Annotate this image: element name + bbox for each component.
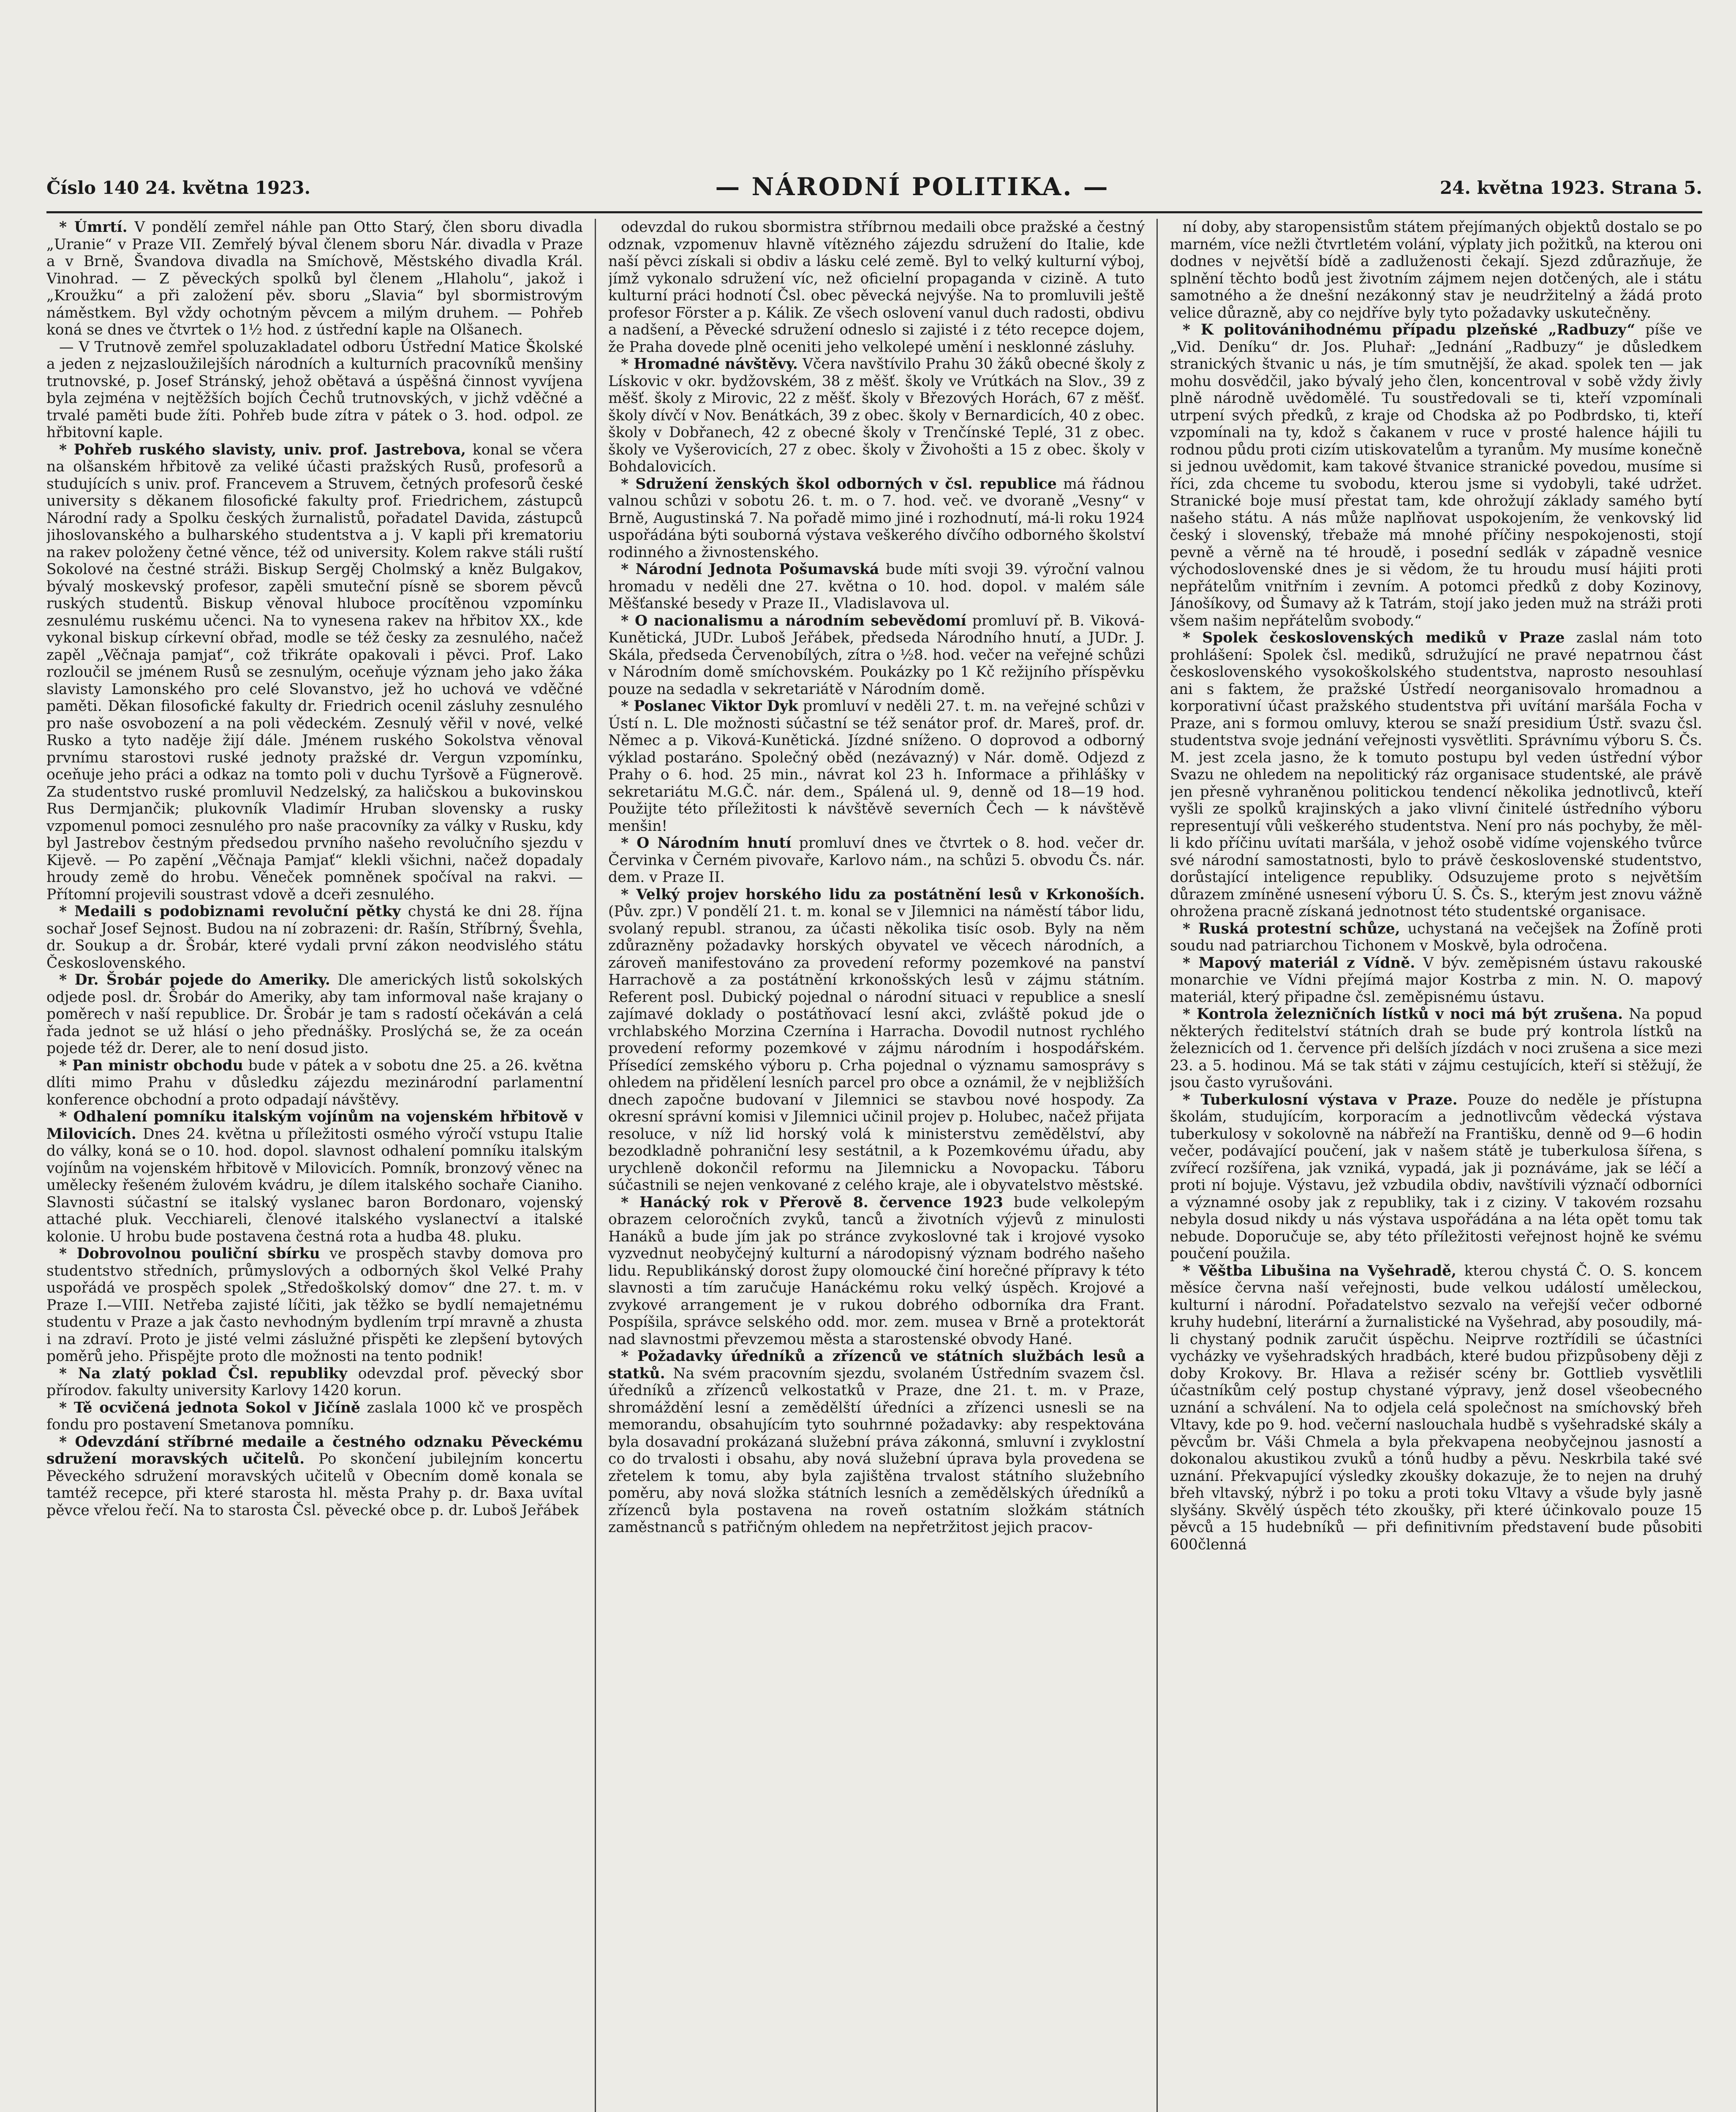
article-paragraph <box>1170 219 1702 321</box>
article-text: kterou chystá Č. O. S. koncem měsíce června naší veřejnosti, bude velkou událostí uměleckou, kulturní i národní. Pořadatelstvo sezvalo na veřejší večer odborné kruhy hudební, literární a žurnalistické na Vyšehrad, aby posoudily, má-li chystaný podnik zaručit úspěchu. Neiprve roztřídili se účastníci vycházky ve vyšehradských hradbách, které budou přizpůsobeny ději z doby Krokovy. Br. Hlava a režisér scény br. Gottlieb vysvětlili účastníkům celý postup chystané výpravy, jenž dosel všeobecného uznání a schválení. Na to odjela celá společnost na smíchovský břeh Vltavy, kde po 9. hod. večerní naslouchala hudbě s vyšehradské skály a pěvcům br. Váši Chmela a byla překvapena neobyčejnou jasností a dokonalou akustikou zvuků a tónů hudby a pěvu. Neskrbila také své uznání. Překvapující výsledky zkoušky dokazuje, že to nejen na druhý břeh vltavský, nýbrž i po toku a proti toku Vltavy a všude byly jasně slyšány. Skvělý úspěch této zkoušky, při které účinkovalo pouze 15 pěvců a 15 hudebníků — při definitivním představení bude působiti 600členná <box>1170 1262 1702 1553</box>
article-text: (Pův. zpr.) V pondělí 21. t. m. konal se v Jilemnici na náměstí tábor lidu, svolaný republ. stranou, za účasti několika tisíc osob. Byly na něm zdůrazněny požadavky horských obyvatel ve věcech národních, a zároveň manifestováno za provedení reformy pozemkové na panství Harrachově a za postátnění krkonošských lesů v zájmu státním. Referent posl. Dubický pojednal o národní situaci v republice a sneslí zajímavé doklady o postátňovací lesní akci, zvláště pokud jde o vrchlabského Morzina Czernína i Harracha. Dovodil nutnost rychlého provedení reformy pozemkové v zájmu národním i hospodářském. Přísedící zemského výboru p. Crha pojednal o významu samosprávy s ohledem na přidělení lesních parcel pro obce a oznámil, že v nejbližších dnech započne budovaní v Jilemnici se stavbou nové hospody. Za okresní správní komisi v Jilemnici učinil projev p. Holubec, načež přijata resoluce, v níž lid horský volá k ministerstvu zemědělství, aby bezodkladně pohraniční lesy sestátnil, a k Pozemkovému úřadu, aby urychleně dokončil reformu na Jilemnicku a Novopacku. Táboru súčastnili se nejen venkované z celého kraje, ale i obyvatelstvo městské. <box>608 903 1145 1194</box>
article-text: konal se včera na olšanském hřbitově za veliké účasti pražských Rusů, profesorů a studujících s univ. prof. Francevem a Struvem, četných profesorů české university s děkanem filosofické fakulty prof. Friedrichem, zástupců Národní rady a Spolku českých žurnalistů, pořadatel Davida, zástupců jihoslovanského a bulharského studentstva a j. V kapli při krematoriu na rakev položeny četné věnce, též od university. Kolem rakve stáli ruští Sokolové na čestné stráži. Biskup Sergěj Cholmský a kněz Bulgakov, bývalý moskevský profesor, zapěli smuteční písně se sborem pěvců ruských studentů. Biskup věnoval hluboce procítěnou vzpomínku zesnulému ruskému učenci. Na to vynesena rakev na hřbitov XX., kde vykonal biskup církevní obřad, modle se též česky za zesnulého, načež zapěl „Věčnaja pamjať“, což třikráte opakovali i pěvci. Prof. Lako rozloučil se jménem Rusů se zesnulým, oceňuje význam jeho jako žáka slavisty Lamonského pro celé Slovanstvo, jež ho uchová ve vděčné paměti. Děkan filosofické fakulty dr. Friedrich ocenil zásluhy zesnulého pro naše osvobození a na poli vědeckém. Zesnulý věřil v nové, velké Rusko a tyto naděje žijí dále. Jménem ruského Sokolstva věnoval prvnímu starostovi ruské jednoty pražské dr. Vergun vzpomínku, oceňuje jeho práci a odkaz na tomto poli v duchu Tyršově a Fügnerově. Za studentstvo ruské promluvil Nedzelský, za haličskou a bukovinskou Rus Dermjančik; plukovník Vladimír Hruban slovensky a rusky vzpomenul pomoci zesnulého pro naše pracovníky za války v Rusku, kdy byl Jastrebov čestným předsedou prvního našeho revolučního sjezdu v Kijevě. — Po zapění „Věčnaja Pamjať“ klekli všichni, načež dopadaly hroudy země do hrobu. Věneček pomněnek spočíval na rakvi. — Přítomní projevili soustrast vdově a dceři zesnulého. <box>46 441 583 903</box>
article-text: ní doby, aby staropensistům státem přejímaných objektů dostalo se po marném, více nežli čtvrtletém volání, výplaty jich požitků, na kterou oni dodnes v největší bídě a zadluženosti čekají. Sjezd zdůrazňuje, že splnění těchto bodů jest životním zájmem nejen dotčených, ale i státu samotného a že dnešní nezákonný stav je neudržitelný a žádá proto velice důrazně, aby co nejdříve byly tyto požadavky uskutečněny. <box>1170 219 1702 321</box>
article-text: Po skončení jubilejním koncertu Pěveckého sdružení moravských učitelů v Obecním domě konala se tamtéž recepce, při které starosta hl. města Prahy p. dr. Baxa uvítal pěvce vřelou řečí. Na to starosta Čsl. pěvecké obce p. dr. Luboš Jeřábek <box>46 1451 583 1519</box>
article-headline: * Hromadné návštěvy. <box>621 356 798 373</box>
issue-number-date: Číslo 140 24. května 1923. <box>46 177 311 198</box>
article-text: odevzdal prof. pěvecký sbor přírodov. fakulty university Karlovy 1420 korun. <box>46 1365 583 1399</box>
column-2 <box>608 219 1145 2112</box>
article-text: Na svém pracovním sjezdu, svolaném Ústředním svazem čsl. úředníků a zřízenců velkostatků v Praze, dne 21. t. m. v Praze, shromáždění lesní a zemědělští úředníci a zřízenci usnesli se na memorandu, obsahujícím tyto souhrnné požadavky: aby respektována byla dosavadní prokázaná služební práva zákonná, smluvní i zvyklostní co do trvalosti i obsahu, aby nová služební úprava byla provedena se zřetelem k tomu, aby byla zajištěna trvalost státního služebního poměru, aby nová složka státních lesních a zemědělských úředníků a zřízenců byla postavena na roveň ostatním složkám státních zaměstnanců s patřičným ohledem na nepřetržitost jejich pracov- <box>608 1365 1145 1536</box>
column-rule <box>595 219 596 2112</box>
article-text: bude v pátek a v sobotu dne 25. a 26. května dlíti mimo Prahu v důsledku zájezdu mezinárodní parlamentní konference obchodní a proto odpadají návštěvy. <box>46 1057 583 1108</box>
article-paragraph <box>608 886 1145 1194</box>
article-headline: * Mapový materiál z Vídně. <box>1183 954 1415 972</box>
date-page-number: 24. května 1923. Strana 5. <box>1439 177 1702 198</box>
article-text: zaslal nám toto prohlášení: Spolek čsl. mediků, sdružující ne pravé nepatrnou část československého vysokoškolského studentstva, naprosto nesouhlasí ani s faktem, že pražské Ústředí neorganisovalo hromadnou a korporativní účast pražského studentstva při uvítání maršála Focha v Praze, ani s formou omluvy, kterou se snaží presidium Ústř. svazu čsl. studentstva svoje jednání veřejnosti vysvětliti. Správnímu výboru S. Čs. M. jest zcela jasno, že k tomuto postupu byl veden ústřední výbor Svazu ne ohledem na nepolitický ráz organisace studentské, ale právě jen přesně vyhraněnou politickou tendencí několika jednotlivců, kteří vyšli ze spolků krajinských a jako vlivní činitelé ústředního výboru representují vůli veškerého studentstva. Není pro nás pochyby, že měl-li kdo příčinu uvítati maršála, v jehož osobě vidíme vojenského tvůrce své národní samostatnosti, bylo to právě československé studentstvo, dorůstající inteligence republiky. Odsuzujeme proto s největším důrazem zmíněné usnesení výboru Ú. S. Čs. S., kterým jest znovu vážně ohrožena pracně získaná jednotnost této studentské organisace. <box>1170 629 1702 920</box>
article-paragraph <box>608 1194 1145 1348</box>
column-1 <box>46 219 583 2112</box>
article-headline: * Na zlatý poklad Čsl. republiky <box>59 1365 348 1382</box>
article-text: Dnes 24. května u příležitosti osmého výročí vstupu Italie do války, koná se o 10. hod. dopol. slavnost odhalení pomníku italským vojínům na vojenském hřbitově v Milovicích. Pomník, bronzový věnec na umělecky řešeném žulovém kvádru, je dílem italského sochaře Cianiho. Slavnosti súčastní se italský vyslanec baron Bordonaro, vojenský attaché pluk. Vecchiareli, členové italského vyslanectví a italské kolonie. U hrobu bude postavena čestná rota a hudba 48. pluku. <box>46 1125 583 1245</box>
article-paragraph <box>608 612 1145 698</box>
article-paragraph <box>1170 920 1702 955</box>
article-paragraph <box>608 698 1145 835</box>
article-paragraph <box>46 441 583 904</box>
article-headline: * O Národním hnutí <box>621 835 792 852</box>
article-text: Dle amerických listů sokolských odjede posl. dr. Šrobár do Ameriky, aby tam informoval naše krajany o poměrech v naší republice. Dr. Šrobár je tam s radostí očekáván a celá řada jednot se už hlásí o jeho přednášky. Proslýchá se, že za oceán pojede též dr. Derer, ale to není dosud jisto. <box>46 972 583 1057</box>
article-paragraph <box>1170 1091 1702 1263</box>
article-headline: * Tě ocvičená jednota Sokol v Jičíně <box>59 1399 360 1416</box>
article-text: — V Trutnově zemřel spoluzakladatel odboru Ústřední Matice Školské a jeden z nejzasloužilejších národních a kulturních pracovníků menšiny trutnovské, p. Josef Stránský, jehož obětavá a úspěšná činnost vyvíjena byla zejména v nejtěžších bojích Čechů trutnovských, v jichž vděčné a trvalé paměti bude žíti. Pohřeb bude zítra v pátek o 3. hod. odpol. ze hřbitovní kaple. <box>46 338 583 441</box>
article-text: odevzdal do rukou sbormistra stříbrnou medaili obce pražské a čestný odznak, vzpomenuv hlavně vítězného zájezdu sdružení do Italie, kde naší pěvci získali si obdiv a lásku celé země. Byl to velký kulturní výboj, jímž vykonalo sdružení víc, než oficielní propaganda v cizině. A tuto kulturní práci hodnotí Čsl. obec pěvecká nejvýše. Na to promluvili ještě profesor Förster a p. Kálik. Ze všech oslovení vanul duch radosti, obdivu a nadšení, a Pěvecké sdružení odneslo si zajisté i z této recepce dojem, že Praha dovede plně oceniti jeho velkolepé umění i nesklonné zásluhy. <box>608 219 1145 356</box>
masthead-title: — NÁRODNÍ POLITIKA. — <box>715 172 1110 201</box>
article-headline: * Požadavky úředníků a zřízenců ve státních službách lesů a statků. <box>608 1348 1145 1382</box>
article-headline: * Velký projev horského lidu za postátnění lesů v Krkonoších. <box>621 886 1145 903</box>
article-headline: * Věštba Libušina na Vyšehradě, <box>1183 1262 1457 1279</box>
article-headline: * K politovánihodnému případu plzeňské „Radbuzy“ <box>1183 321 1635 338</box>
article-headline: * Pohřeb ruského slavisty, univ. prof. Jastrebova, <box>59 441 466 458</box>
article-paragraph <box>1170 955 1702 1006</box>
article-paragraph <box>46 339 583 441</box>
article-text: píše ve „Vid. Deníku“ dr. Jos. Pluhař: „Jednání „Radbuzy“ je důsledkem stranických štvanic u nás, je tím smutnější, že akad. spolek ten — jak mohu dosvědčil, jako bývalý jeho člen, koncentroval v sobě vždy živly plně národně uvědomělé. Tu soustředovali se ti, kteří vzpomínali utrpení svých předků, z kraje od Chodska až po Podbrdsko, ti, kteří vzpomínali na ty, kdož s čakanem v ruce v prosté halence hájili tu rodnou půdu proti cizím utiskovatelům a tyranům. My musíme konečně si jednou uvědomit, kam takové štvanice stranické povedou, musíme si říci, zda chceme tu svobodu, kterou jsme si vydobyli, také udržet. Stranické boje musí přestat tam, kde ohrožují základy samého bytí našeho státu. A nás může naplňovat uspokojením, že venkovský lid český i slovenský, třebaže má mnohé příčiny nespokojenosti, stojí pevně a věrně na té hroudě, i posední sedlák v západně vesnice východoslovenské dnes je si vědom, že tu hroudu musí hájiti proti nepřátelům vnitřním i zevním. A potomci předků z doby Kozinovy, Jánošíkovy, od Šumavy až k Tatrám, stojí jako jeden muž na stráži proti všem našim nepřátelům svobody.“ <box>1170 321 1702 629</box>
article-paragraph <box>46 1365 583 1399</box>
article-headline: * Dobrovolnou pouliční sbírku <box>59 1245 320 1262</box>
article-text: Včera navštívilo Prahu 30 žáků obecné školy z Lískovic v okr. bydžovském, 38 z měšť. školy ve Vrútkách na Slov., 39 z měšť. školy z Mirovic, 22 z měšť. školy v Březových Horách, 67 z měšť. školy dívčí v Nov. Benátkách, 39 z obec. školy v Bernardicích, 40 z obec. školy v Dobřanech, 42 z obecné školy v Trenčínské Teplé, 31 z obec. školy ve Vyšerovicích, 27 z obec. školy v Živohošti a 15 z obec. školy v Bohdalovicích. <box>608 356 1145 475</box>
article-text: V býv. zeměpisném ústavu rakouské monarchie ve Vídni přejímá major Kostrba z min. N. O. mapový materiál, který připadne čsl. zeměpisnému ústavu. <box>1170 954 1702 1006</box>
article-headline: * Hanácký rok v Přerově 8. července 1923 <box>621 1194 1003 1211</box>
article-paragraph <box>608 561 1145 612</box>
article-paragraph <box>1170 1006 1702 1091</box>
article-text: bude míti svoji 39. výroční valnou hromadu v neděli dne 27. května o 10. hod. dopol. v malém sále Měšťanské besedy v Praze II., Vladislavova ul. <box>608 561 1145 612</box>
article-paragraph <box>46 1399 583 1434</box>
article-headline: * Sdružení ženských škol odborných v čsl. republice <box>621 475 1057 493</box>
article-headline: * O nacionalismu a národním sebevědomí <box>621 612 966 629</box>
article-paragraph <box>46 1245 583 1365</box>
article-headline: * Dr. Šrobár pojede do Ameriky. <box>59 972 330 988</box>
article-paragraph <box>46 1057 583 1109</box>
article-headline: * Úmrtí. <box>59 219 128 236</box>
article-paragraph <box>46 903 583 972</box>
article-paragraph <box>1170 321 1702 629</box>
article-headline: * Ruská protestní schůze, <box>1183 920 1400 937</box>
page-header <box>46 161 1702 213</box>
article-text: promluví v neděli 27. t. m. na veřejné schůzi v Ústí n. L. Dle možnosti súčastní se též senátor prof. dr. Mareš, prof. dr. Němec a p. Viková-Kunětická. Jízdné sníženo. O doprovod a odborný výklad postaráno. Společný oběd (nezávazný) v Nár. domě. Odjezd z Prahy o 6. hod. 25 min., návrat kol 23 h. Informace a přihlášky v sekretariátu M.G.Č. nár. dem., Spálená ul. 9, denně od 18—19 hod. Použijte této příležitosti k návštěvě severních Čech — k návštěvě menšin! <box>608 698 1145 835</box>
article-headline: * Odhalení pomníku italským vojínům na vojenském hřbitově v Milovicích. <box>46 1108 583 1143</box>
newspaper-page <box>46 161 1702 2112</box>
article-headline: * Medaili s podobiznami revoluční pětky <box>59 903 401 920</box>
article-paragraph <box>608 356 1145 476</box>
article-paragraph <box>46 219 583 339</box>
article-text: V pondělí zemřel náhle pan Otto Starý, člen sboru divadla „Uranie“ v Praze VII. Zemřelý býval členem sboru Nár. divadla v Praze a v Brně, Švandova divadla na Smíchově, Městského divadla Král. Vinohrad. — Z pěveckých spolků byl členem „Hlaholu“, jakož i „Kroužku“ a při založení pěv. sboru „Slavia“ byl sbormistrovým náměstkem. Byl vždy ochotným pěvcem a milým druhem. — Pohřeb koná se dnes ve čtvrtek o 1½ hod. z ústřední kaple na Olšanech. <box>46 219 583 338</box>
article-paragraph <box>608 1348 1145 1536</box>
article-paragraph <box>1170 629 1702 920</box>
article-text: uchystaná na večejšek na Žofíně proti soudu nad patriarchou Tichonem v Moskvě, byla odročena. <box>1170 920 1702 954</box>
article-headline: * Poslanec Viktor Dyk <box>621 698 798 715</box>
article-paragraph <box>46 1108 583 1245</box>
article-headline: * Národní Jednota Pošumavská <box>621 561 879 578</box>
article-paragraph <box>46 1434 583 1519</box>
column-3 <box>1170 219 1702 2112</box>
article-paragraph <box>46 972 583 1057</box>
article-headline: * Spolek československých mediků v Praze <box>1183 629 1565 646</box>
article-text: má řádnou valnou schůzi v sobotu 26. t. m. o 7. hod. več. ve dvoraně „Vesny“ v Brně, Augustinská 7. Na pořadě mimo jiné i rozhodnutí, má-li roku 1924 uspořádána býti souborná výstava veškerého dívčího odborného školství rodinného a živnostenského. <box>608 475 1145 561</box>
article-text: promluví dnes ve čtvrtek o 8. hod. večer dr. Červinka v Černém pivovaře, Karlovo nám., na schůzi 5. obvodu Čs. nár. dem. v Praze II. <box>608 835 1145 886</box>
article-headline: * Odevzdání stříbrné medaile a čestného odznaku Pěveckému sdružení moravských učitelů. <box>46 1433 583 1467</box>
article-text: Pouze do neděle je přístupna školám, studujícím, korporacím a jednotlivcům vědecká výstava tuberkulosy v sokolovně na nábřeží na Františku, denně od 9—6 hodin večer, podávající poučení, jak v našem státě je tuberkulosa šířena, s zvířecí rozšířena, jak vzniká, vypadá, jak ji poznáváme, jak se léčí a proti ní bojuje. Výstavu, jež vzbudila obdiv, navštívili význačí odborníci a významné osoby jak z republiky, tak i z ciziny. V takovém rozsahu nebyla dosud nikdy u nás výstava uspořádána a na léta opět tomu tak nebude. Doporučuje se, aby této příležitosti veřejnost hojně ke svému poučení použila. <box>1170 1091 1702 1262</box>
article-text: ve prospěch stavby domova pro studentstvo středních, průmyslových a odborných škol Velké Prahy uspořádá ve prospěch spolek „Středoškolský domov“ dne 27. t. m. v Praze I.—VIII. Netřeba zajisté líčiti, jak těžko se bydlí nemajetnému studentu v Praze a jak často nevhodným bydlením trpí mravně a zhusta i na zdraví. Proto je jisté velmi záslužné přispěti ke zlepšení bytových poměrů jeho. Přispějte proto dle možnosti na tento podnik! <box>46 1245 583 1365</box>
article-text: Na popud některých ředitelství státních drah se bude prý kontrola lístků na železnicích od 1. července při delších jízdách v noci zrušena a sice mezi 23. a 5. hodinou. Má se tak státi v zájmu cestujících, kteří si stěžují, že jsou často vyrušováni. <box>1170 1006 1702 1091</box>
article-headline: * Kontrola železničních lístků v noci má být zrušena. <box>1183 1006 1623 1023</box>
article-paragraph <box>608 476 1145 561</box>
article-headline: * Pan ministr obchodu <box>59 1057 243 1074</box>
article-paragraph <box>1170 1263 1702 1554</box>
article-headline: * Tuberkulosní výstava v Praze. <box>1183 1091 1458 1108</box>
column-rule <box>1156 219 1158 2112</box>
article-text: promluví př. B. Viková-Kunětická, JUDr. Luboš Jeřábek, předseda Národního hnutí, a JUDr. J. Skála, předseda Červenobílých, zítra o ½8. hod. večer na veřejné schůzi v Národním domě smíchovském. Poukázky po 1 Kč režijního příspěvku pouze na sedadla v sekretariátě v Národním domě. <box>608 612 1145 698</box>
article-paragraph <box>608 219 1145 356</box>
article-paragraph <box>608 835 1145 886</box>
article-text: zaslala 1000 kč ve prospěch fondu pro postavení Smetanova pomníku. <box>46 1399 583 1433</box>
article-text: chystá ke dni 28. října sochař Josef Sejnost. Budou na ní zobrazeni: dr. Rašín, Stříbrný, Švehla, dr. Soukup a dr. Šrobár, které vydali první zákon neodvislého státu Československého. <box>46 903 583 972</box>
article-text: bude velkolepým obrazem celoročních zvyků, tanců a životních výjevů z minulosti Hanáků a bude jím jak po stránce zvykoslovné tak i krojové vysoko vyzvednut neobyčejný kulturní a národopisný význam bodrého našeho lidu. Republikánský dorost župy olomoucké činí horečné přípravy k této slavnosti a tím zaručuje Hanáckému roku velký úspěch. Krojové a zvykové arrangement je v rukou dobrého odborníka dra Frant. Pospíšila, správce selského odd. mor. zem. musea v Brně a protektorát nad slavnostmi převzemou města a starostenské obvody Hané. <box>608 1194 1145 1348</box>
